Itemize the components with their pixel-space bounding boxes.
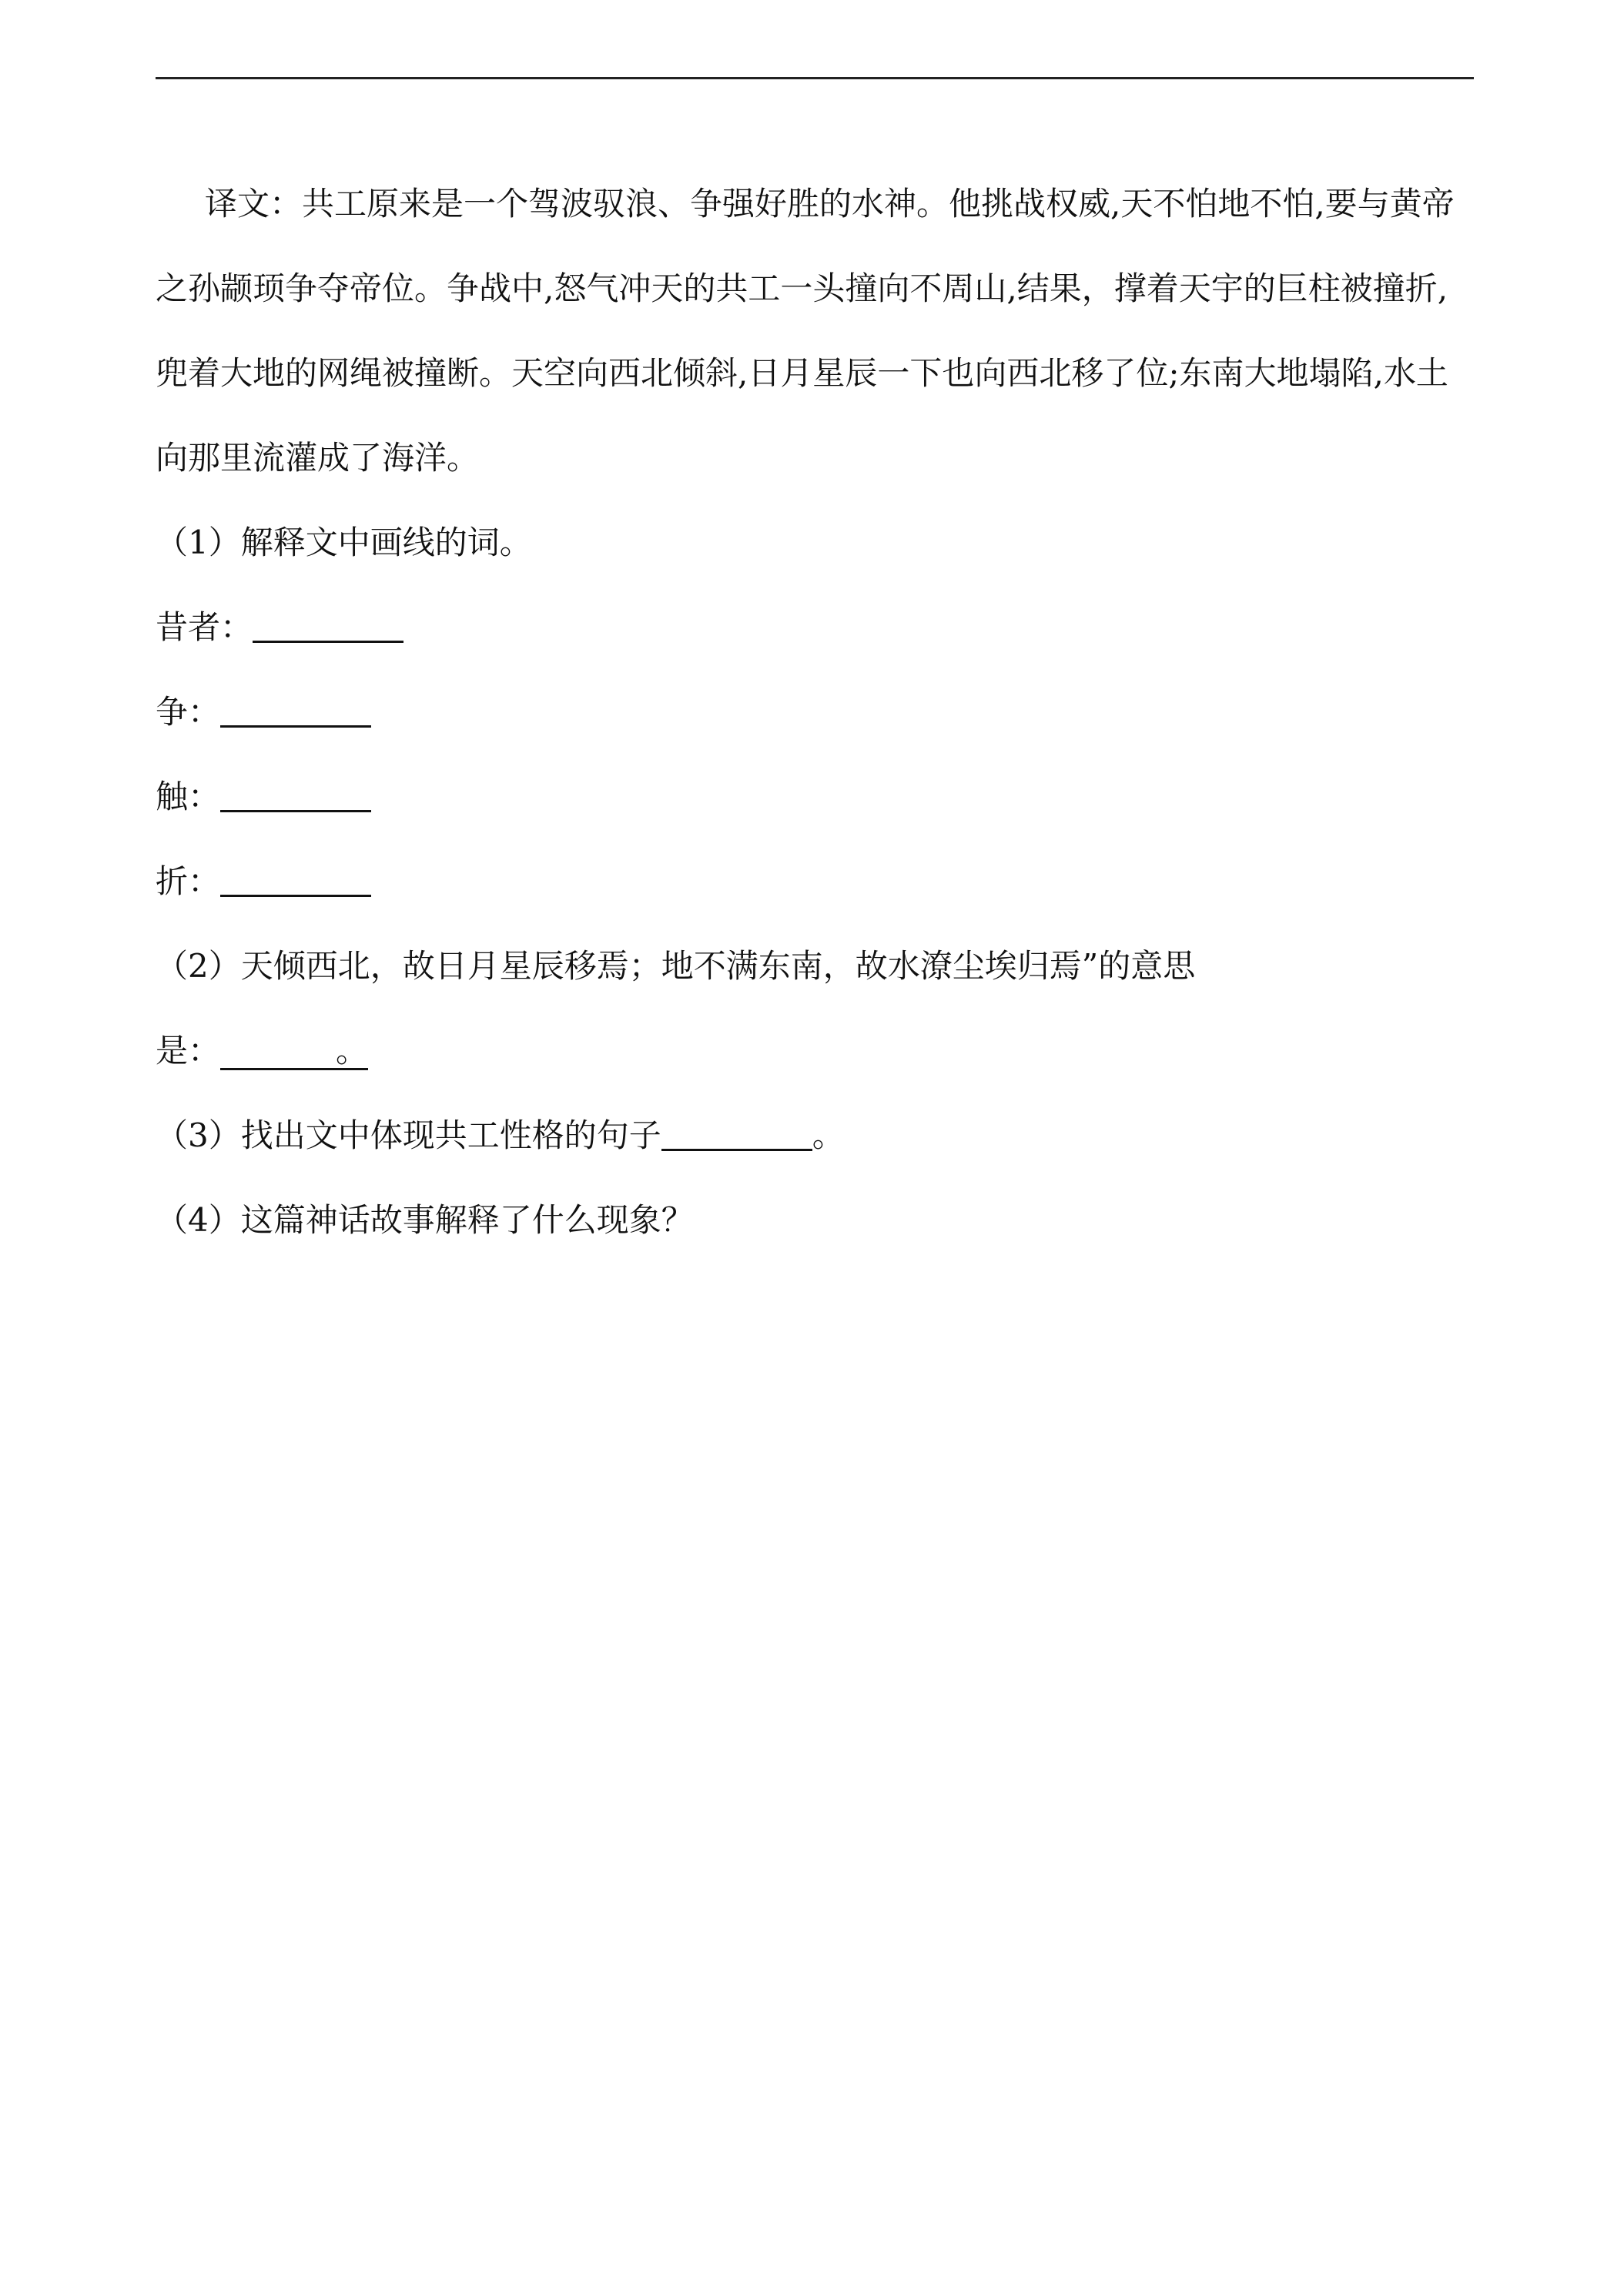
question-1-item-zheng: [156, 670, 1474, 755]
answer-blank-zheng[interactable]: [220, 694, 371, 728]
answer-blank-zhe[interactable]: [220, 864, 371, 897]
question-1-prompt: [156, 500, 1474, 585]
question-3-prompt: [156, 1093, 1474, 1178]
question-1-item-zhe: [156, 839, 1474, 924]
question-3-end-mark: 。: [812, 1116, 845, 1154]
question-2-continuation: 是：: [156, 1032, 221, 1069]
question-2-answer-line: [156, 1009, 1474, 1093]
question-1-text: （1）解释文中画线的词。: [156, 524, 532, 561]
question-2-text: （2）天倾西北，故日月星辰移焉；地不满东南，故水潦尘埃归焉”的意思: [156, 947, 1196, 985]
question-3-text: （3）找出文中体现共工性格的句子: [156, 1116, 661, 1154]
term-label-zhe: 折：: [156, 862, 221, 900]
question-4-text: （4）这篇神话故事解释了什么现象？: [156, 1201, 694, 1239]
header-rule: [156, 77, 1474, 79]
answer-blank-q2[interactable]: [220, 1034, 368, 1070]
question-2-end-mark: 。: [336, 1032, 369, 1069]
term-label-xizhe: 昔者：: [156, 608, 253, 646]
answer-blank-q3[interactable]: [661, 1118, 812, 1151]
question-1-item-chu: [156, 755, 1474, 839]
term-label-chu: 触：: [156, 778, 221, 815]
question-4-prompt: [156, 1178, 1474, 1263]
answer-blank-chu[interactable]: [220, 779, 371, 812]
answer-blank-xizhe[interactable]: [253, 610, 403, 643]
term-label-zheng: 争：: [156, 693, 221, 731]
question-1-item-xizhe: [156, 585, 1474, 670]
document-body: [156, 162, 1474, 1263]
question-2-prompt: [156, 924, 1474, 1009]
translation-paragraph: 译文：共工原来是一个驾波驭浪、争强好胜的水神。他挑战权威,天不怕地不怕,要与黄帝之孙颛顼争夺帝位。争战中,怒气冲天的共工一头撞向不周山,结果，撑着天宇的巨柱被撞折, 兜着大地的网绳被撞断。天空向西北倾斜,日月星辰一下也向西北移了位;东南大地塌陷,水土向那里流灌成了海洋。: [156, 185, 1455, 477]
